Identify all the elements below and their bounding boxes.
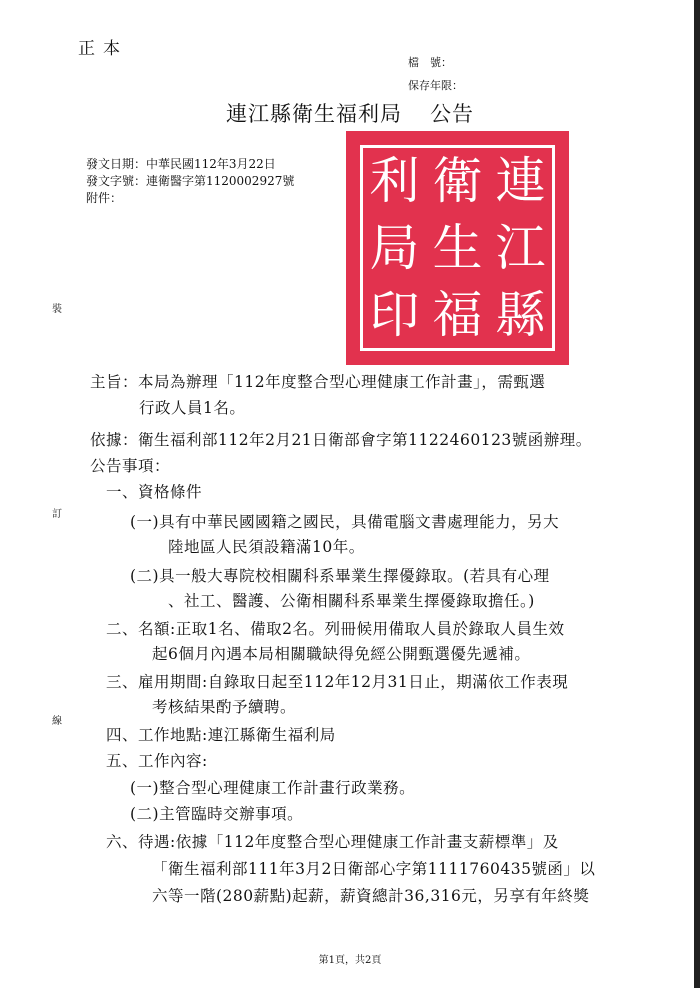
seal-char: 福 — [432, 285, 483, 344]
seal-char: 局 — [369, 218, 420, 277]
item-2-line-2: 起6個月內遇本局相關職缺得免經公開甄選優先遞補。 — [152, 645, 531, 663]
agency-name: 連江縣衛生福利局 — [226, 102, 402, 126]
document-title — [0, 98, 700, 128]
item-6-line-3: 六等一階(280薪點)起薪，薪資總計36,316元，另享有年終獎 — [152, 887, 590, 905]
binding-margin-zhuang: 裝 — [52, 304, 62, 315]
seal-char: 利 — [369, 152, 420, 211]
item-1b-line-2: 、社工、醫護、公衛相關科系畢業生擇優錄取擔任。) — [168, 592, 535, 610]
seal-char: 印 — [369, 285, 420, 344]
seal-char: 生 — [432, 218, 483, 277]
subject-line-1: 主旨：本局為辦理「112年度整合型心理健康工作計畫」，需甄選 — [90, 373, 546, 391]
item-5-heading: 五、工作內容: — [106, 752, 208, 770]
seal-char: 縣 — [495, 285, 546, 344]
official-seal — [346, 131, 569, 365]
item-6-line-1: 六、待遇:依據「112年度整合型心理健康工作計畫支薪標準」及 — [106, 833, 559, 851]
scan-edge — [694, 0, 700, 988]
item-3-line-2: 考核結果酌予續聘。 — [152, 698, 297, 716]
subject-line-2: 行政人員1名。 — [139, 399, 246, 417]
page-number: 第1頁，共2頁 — [318, 955, 382, 966]
seal-char: 江 — [495, 218, 546, 277]
item-1a-line-1: (一)具有中華民國國籍之國民，具備電腦文書處理能力，另大 — [130, 513, 560, 531]
item-5a: (一)整合型心理健康工作計畫行政業務。 — [130, 779, 416, 797]
item-4: 四、工作地點:連江縣衛生福利局 — [106, 726, 336, 744]
document-number: 發文字號：連衛醫字第1120002927號 — [86, 174, 295, 188]
attachment-line: 附件： — [86, 191, 123, 205]
item-2-line-1: 二、名額:正取1名、備取2名。列冊候用備取人員於錄取人員生效 — [106, 620, 565, 638]
item-3-line-1: 三、雇用期間:自錄取日起至112年12月31日止，期滿依工作表現 — [106, 673, 569, 691]
copy-mark: 正本 — [78, 39, 128, 59]
document-type: 公告 — [430, 102, 474, 126]
item-1a-line-2: 陸地區人民須設籍滿10年。 — [168, 538, 365, 556]
item-1b-line-1: (二)具一般大專院校相關科系畢業生擇優錄取。(若具有心理 — [130, 567, 550, 585]
item-5b: (二)主管臨時交辦事項。 — [130, 805, 304, 823]
items-heading: 公告事項： — [90, 457, 171, 475]
basis-line: 依據：衛生福利部112年2月21日衛部會字第1122460123號函辦理。 — [90, 431, 592, 449]
issue-date: 發文日期：中華民國112年3月22日 — [86, 157, 276, 171]
file-number-label: 檔 號： — [408, 56, 452, 69]
item-6-line-2: 「衛生福利部111年3月2日衛部心字第1111760435號函」以 — [152, 860, 596, 878]
seal-char: 連 — [495, 152, 546, 211]
item-1-heading: 一、資格條件 — [106, 483, 203, 501]
binding-margin-xian: 線 — [52, 716, 62, 727]
retention-label: 保存年限： — [408, 79, 463, 92]
binding-margin-ding: 訂 — [52, 509, 62, 520]
seal-char: 衛 — [432, 152, 483, 211]
seal-characters — [360, 145, 555, 351]
